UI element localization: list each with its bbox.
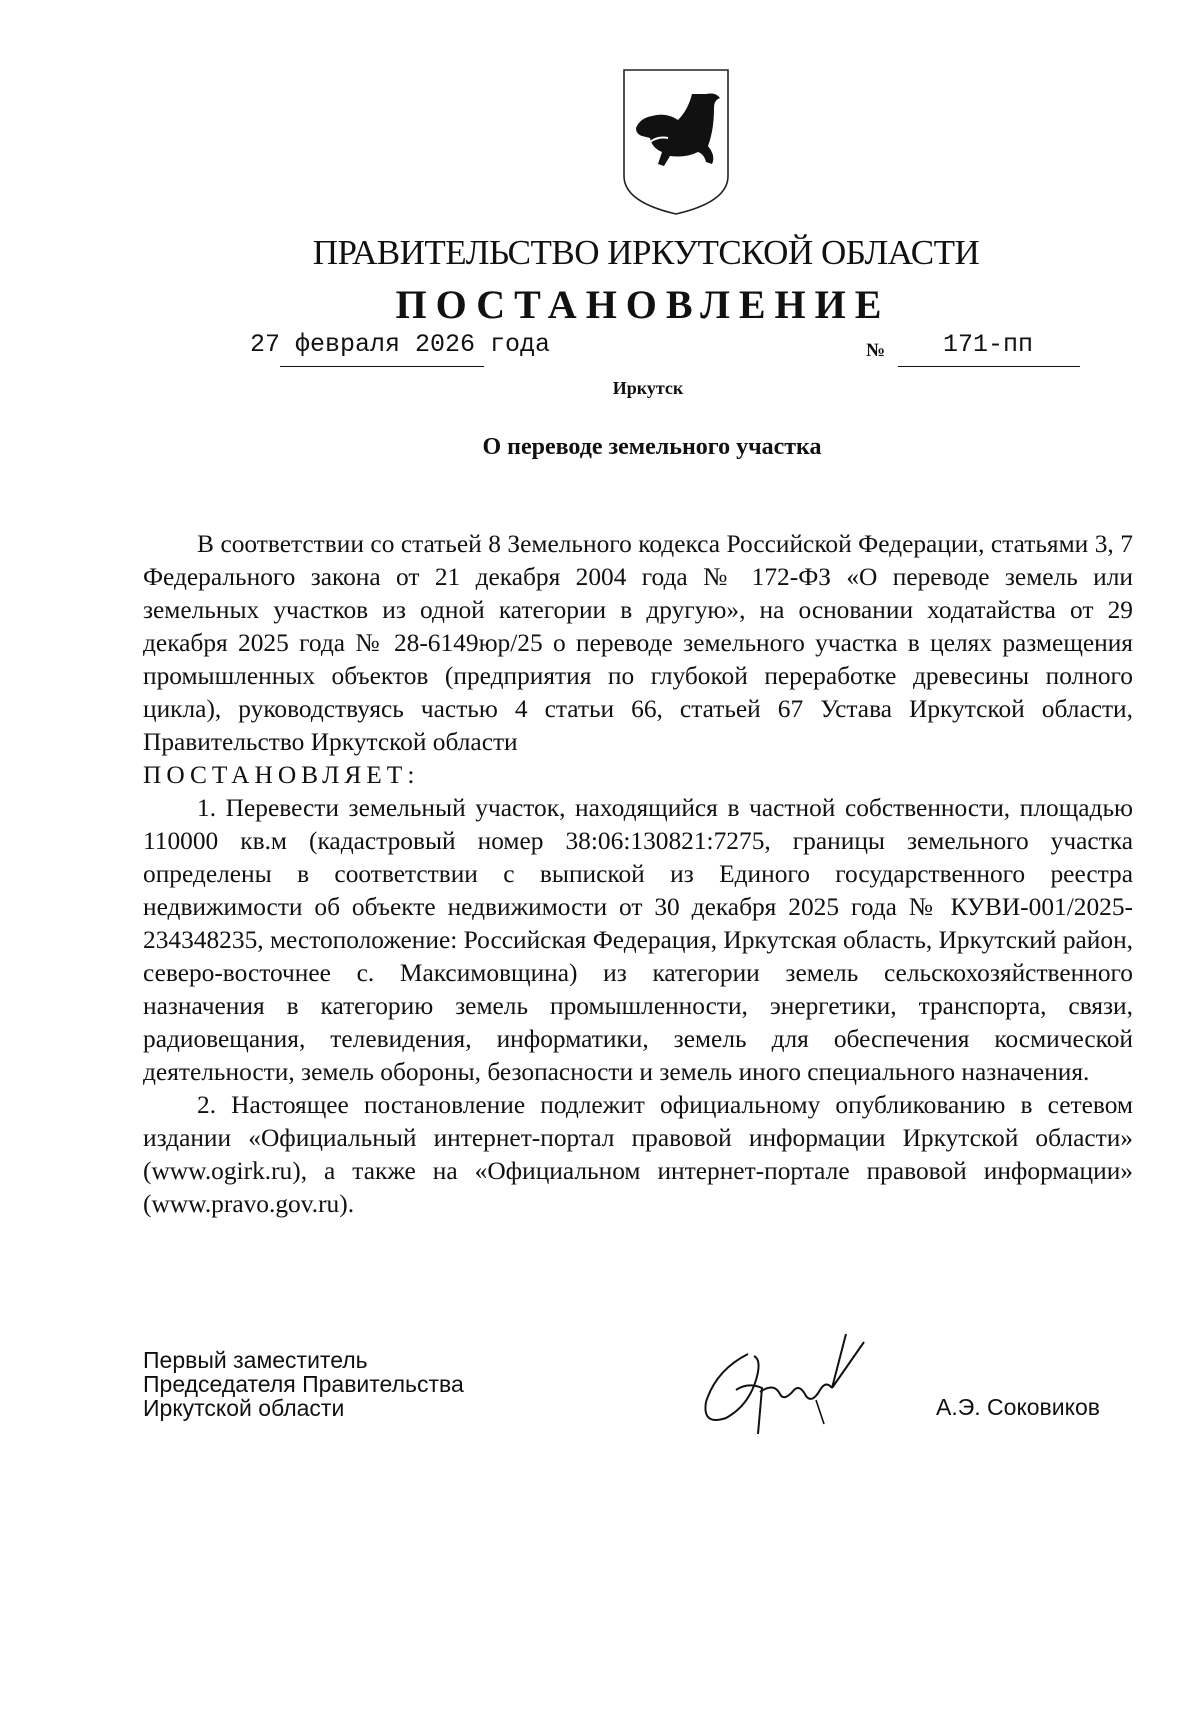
resolve-word: ПОСТАНОВЛЯЕТ:	[143, 761, 420, 789]
organization-title: ПРАВИТЕЛЬСТВО ИРКУТСКОЙ ОБЛАСТИ	[312, 233, 980, 272]
document-date: 27 февраля 2026 года	[250, 330, 551, 359]
position-line: Первый заместитель	[143, 1347, 368, 1373]
date-underline	[280, 366, 484, 367]
signatory-position	[143, 1348, 464, 1420]
signatory-name: А.Э. Соковиков	[936, 1394, 1100, 1420]
number-underline	[898, 366, 1080, 367]
document-type-heading: ПОСТАНОВЛЕНИЕ	[395, 282, 891, 327]
position-line: Иркутской области	[143, 1395, 345, 1421]
document-number: 171-пп	[943, 330, 1034, 359]
item-2-paragraph: 2. Настоящее постановление подлежит официальному опубликованию в сетевом издании «Официальный интернет-портал правовой информации Иркутской области» (www.ogirk.ru), а также на «Официальном интернет-портале правовой информации» (www.pravo.gov.ru).	[143, 1091, 1133, 1218]
city-label: Иркутск	[612, 378, 684, 398]
coat-of-arms-icon	[620, 68, 732, 216]
number-sign: №	[866, 340, 886, 361]
preamble-paragraph: В соответствии со статьей 8 Земельного кодекса Российской Федерации, статьями 3, 7 Федерального закона от 21 декабря 2004 года № 172-ФЗ «О переводе земель или земельных участков из одной категории в другую», на основании ходатайства от 29 декабря 2025 года № 28-6149юр/25 о переводе земельного участка в целях размещения промышленных объектов (предприятия по глубокой переработке древесины полного цикла), руководствуясь частью 4 статьи 66, статьей 67 Устава Иркутской области, Правительство Иркутской области	[143, 530, 1133, 756]
item-1-paragraph: 1. Перевести земельный участок, находящийся в частной собственности, площадью 110000 кв.м (кадастровый номер 38:06:130821:7275, границы земельного участка определены в соответствии с выпиской из Единого государственного реестра недвижимости об объекте недвижимости от 30 декабря 2025 года № КУВИ-001/2025-234348235, местоположение: Российская Федерация, Иркутская область, Иркутский район, северо-восточнее с. Максимовщина) из категории земель сельскохозяйственного назначения в категорию земель промышленности, энергетики, транспорта, связи, радиовещания, телевидения, информатики, земель для обеспечения космической деятельности, земель обороны, безопасности и земель иного специального назначения.	[143, 794, 1134, 1086]
document-subject: О переводе земельного участка	[482, 434, 822, 460]
handwritten-signature-image	[696, 1330, 896, 1440]
position-line: Председателя Правительства	[143, 1371, 464, 1397]
document-body	[143, 528, 1133, 1221]
